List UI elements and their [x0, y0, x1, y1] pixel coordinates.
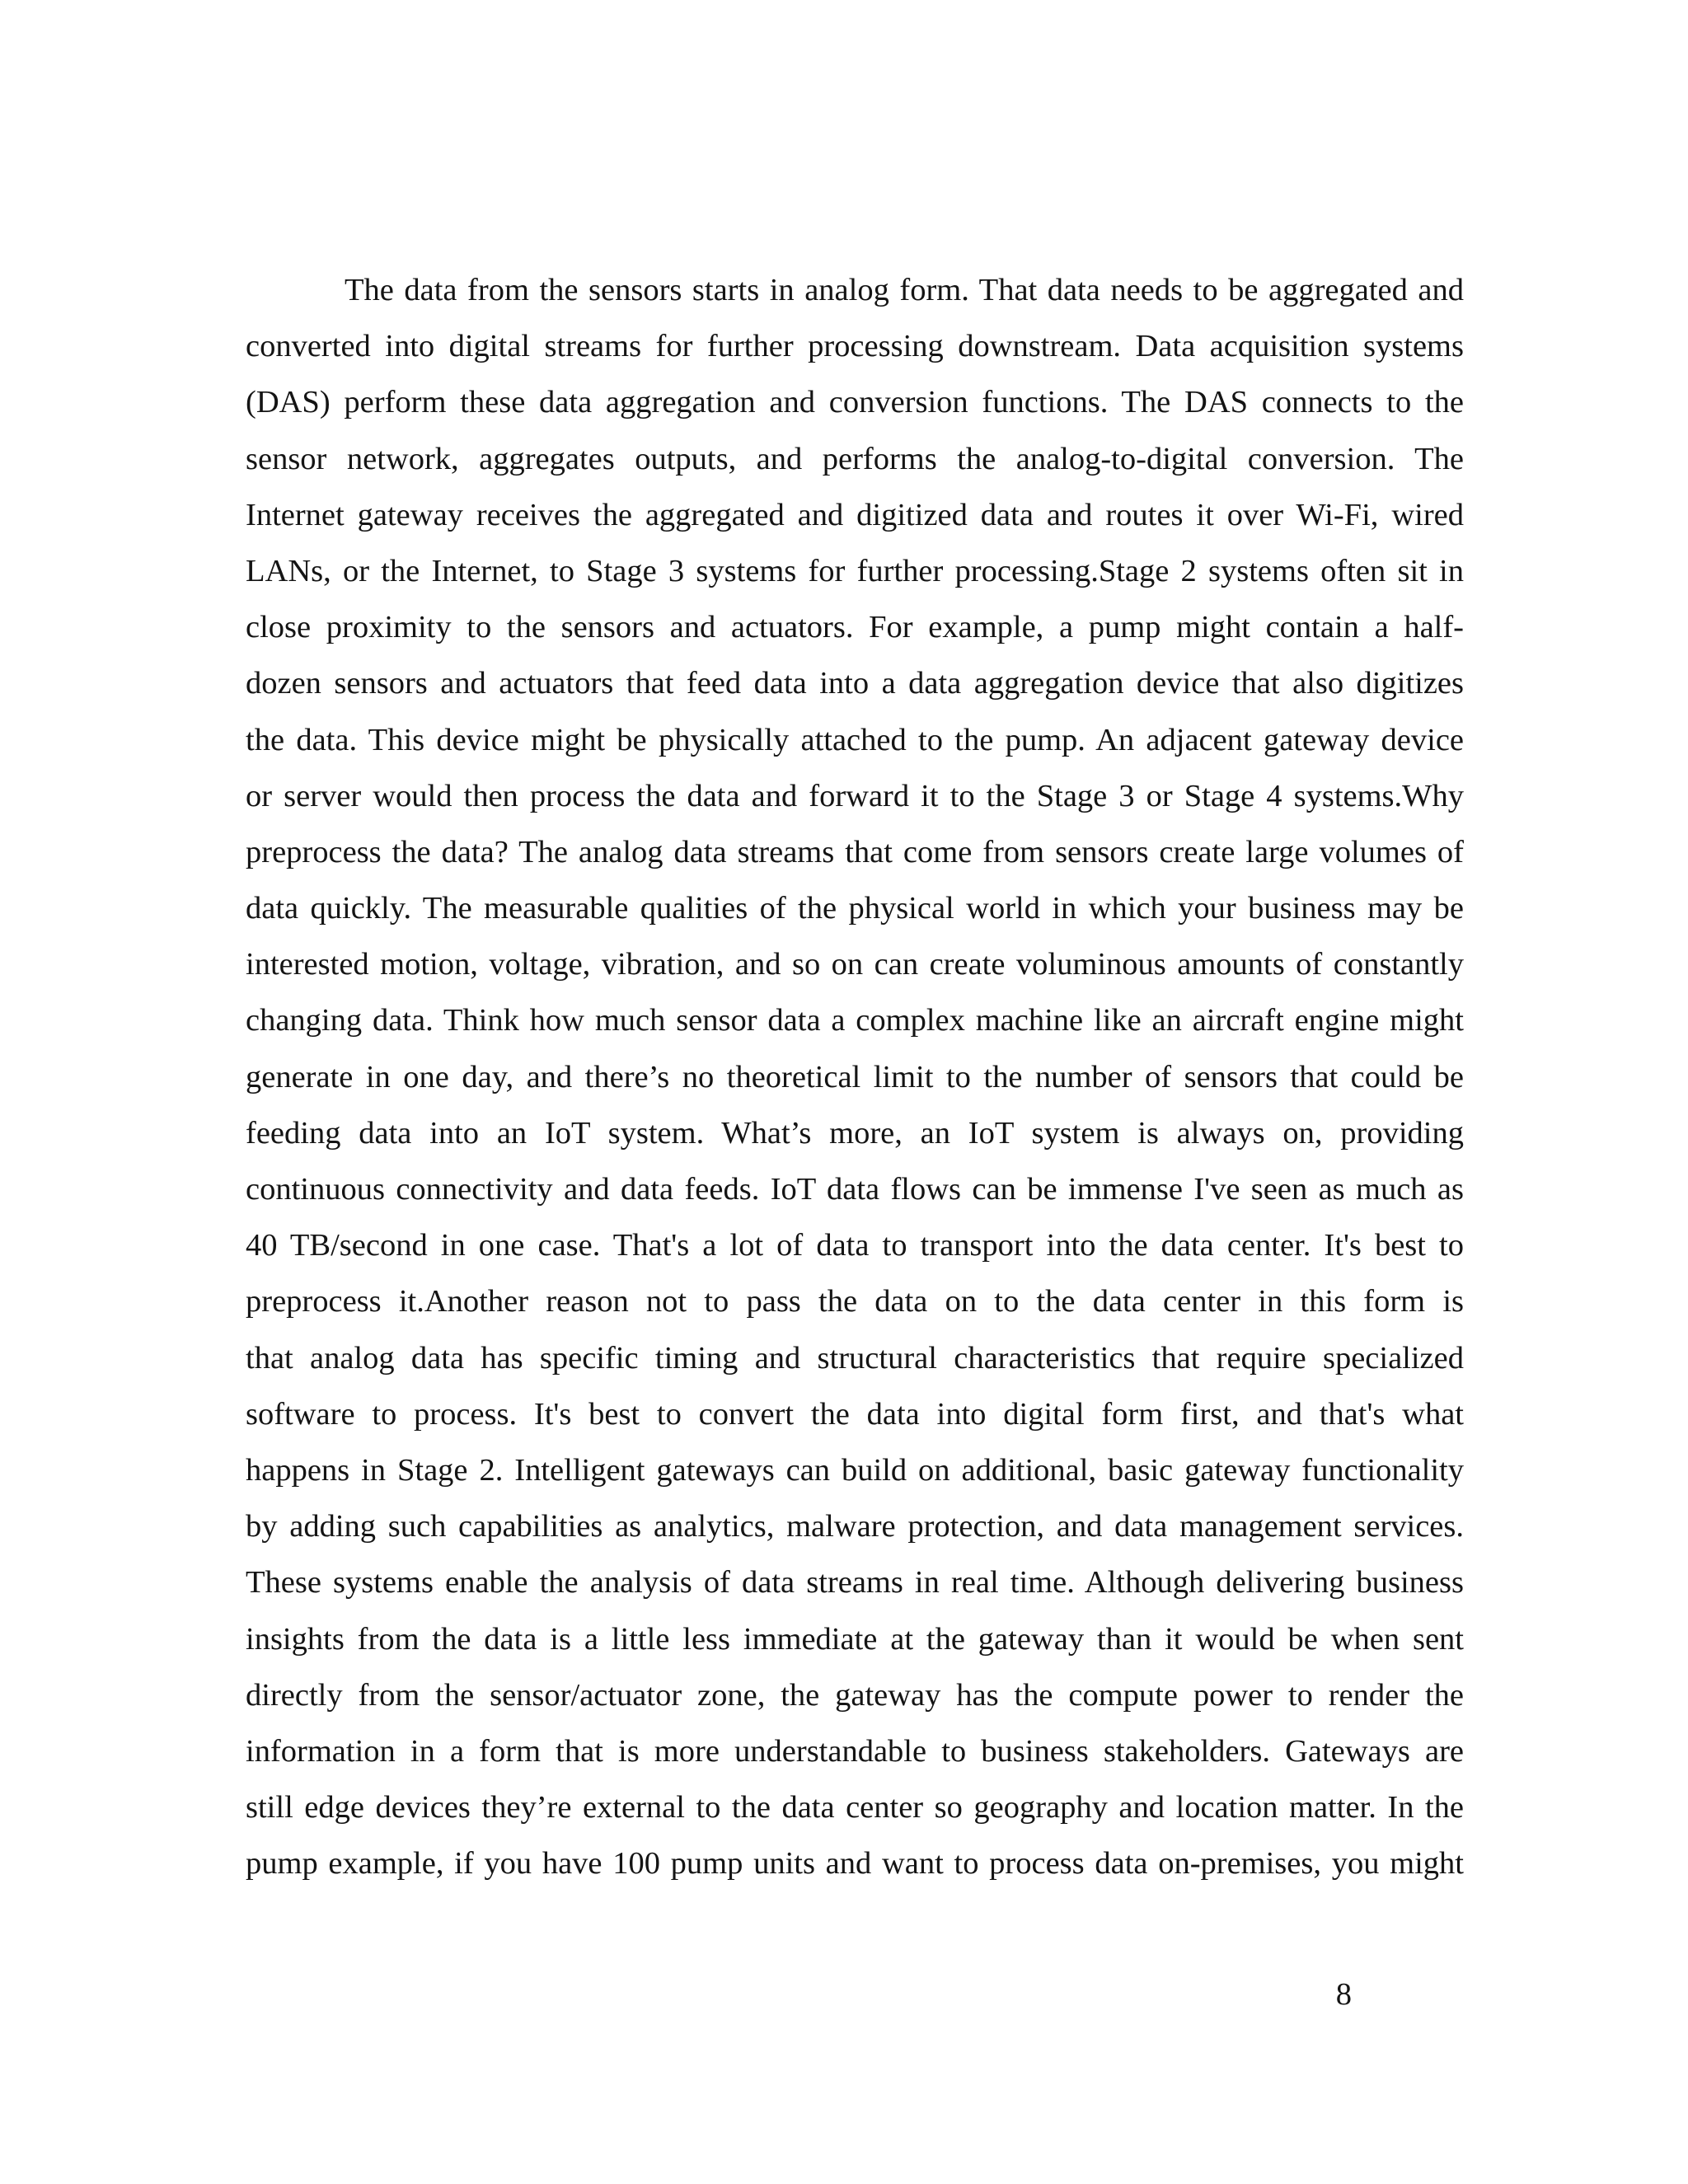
paragraph-line: software to process. It's best to convert the data into digital form first, and that's what: [246, 1396, 1464, 1432]
paragraph-line: LANs, or the Internet, to Stage 3 systems for further processing.Stage 2 systems often sit in: [246, 553, 1464, 588]
paragraph-line: converted into digital streams for further processing downstream. Data acquisition systems: [246, 329, 1464, 364]
paragraph-line: (DAS) perform these data aggregation and conversion functions. The DAS connects to the: [246, 385, 1464, 420]
paragraph-line: These systems enable the analysis of data streams in real time. Although delivering business: [246, 1565, 1464, 1601]
paragraph-line: generate in one day, and there’s no theoretical limit to the number of sensors that could be: [246, 1059, 1464, 1094]
paragraph-line: happens in Stage 2. Intelligent gateways can build on additional, basic gateway functionality: [246, 1452, 1464, 1488]
paragraph-line: information in a form that is more understandable to business stakeholders. Gateways are: [246, 1733, 1464, 1769]
paragraph-line: the data. This device might be physically attached to the pump. An adjacent gateway device: [246, 722, 1464, 757]
paragraph-line: insights from the data is a little less immediate at the gateway than it would be when sent: [246, 1621, 1464, 1657]
paragraph-line: directly from the sensor/actuator zone, the gateway has the compute power to render the: [246, 1677, 1464, 1713]
paragraph-line: by adding such capabilities as analytics, malware protection, and data management services.: [246, 1509, 1464, 1544]
paragraph-line: preprocess the data? The analog data streams that come from sensors create large volumes of: [246, 834, 1464, 869]
paragraph-line: The data from the sensors starts in analog form. That data needs to be aggregated and: [345, 273, 1464, 307]
paragraph-line: dozen sensors and actuators that feed data into a data aggregation device that also digitizes: [246, 666, 1464, 701]
paragraph-line: data quickly. The measurable qualities of the physical world in which your business may be: [246, 891, 1464, 926]
paragraph-line: interested motion, voltage, vibration, and so on can create voluminous amounts of constantly: [246, 947, 1464, 982]
paragraph-line: feeding data into an IoT system. What’s more, an IoT system is always on, providing: [246, 1115, 1464, 1151]
paragraph-line: preprocess it.Another reason not to pass the data on to the data center in this form is: [246, 1284, 1464, 1319]
paragraph-line: pump example, if you have 100 pump units and want to process data on-premises, you might: [246, 1846, 1464, 1882]
paragraph-line: 40 TB/second in one case. That's a lot of data to transport into the data center. It's best to: [246, 1228, 1464, 1263]
paragraph-line: continuous connectivity and data feeds. IoT data flows can be immense I've seen as much as: [246, 1172, 1464, 1207]
paragraph-line: sensor network, aggregates outputs, and performs the analog-to-digital conversion. The: [246, 441, 1464, 476]
page-number: 8: [1335, 1977, 1352, 2012]
paragraph-line: changing data. Think how much sensor data a complex machine like an aircraft engine might: [246, 1003, 1464, 1038]
paragraph-line: or server would then process the data and forward it to the Stage 3 or Stage 4 systems.Why: [246, 778, 1464, 813]
paragraph-line: still edge devices they’re external to the data center so geography and location matter. In the: [246, 1790, 1464, 1825]
body-paragraph: [246, 262, 1464, 1891]
paragraph-line: Internet gateway receives the aggregated and digitized data and routes it over Wi-Fi, wired: [246, 497, 1464, 532]
paragraph-line: that analog data has specific timing and structural characteristics that require specialized: [246, 1340, 1464, 1376]
paragraph-line: close proximity to the sensors and actuators. For example, a pump might contain a half-: [246, 610, 1464, 645]
